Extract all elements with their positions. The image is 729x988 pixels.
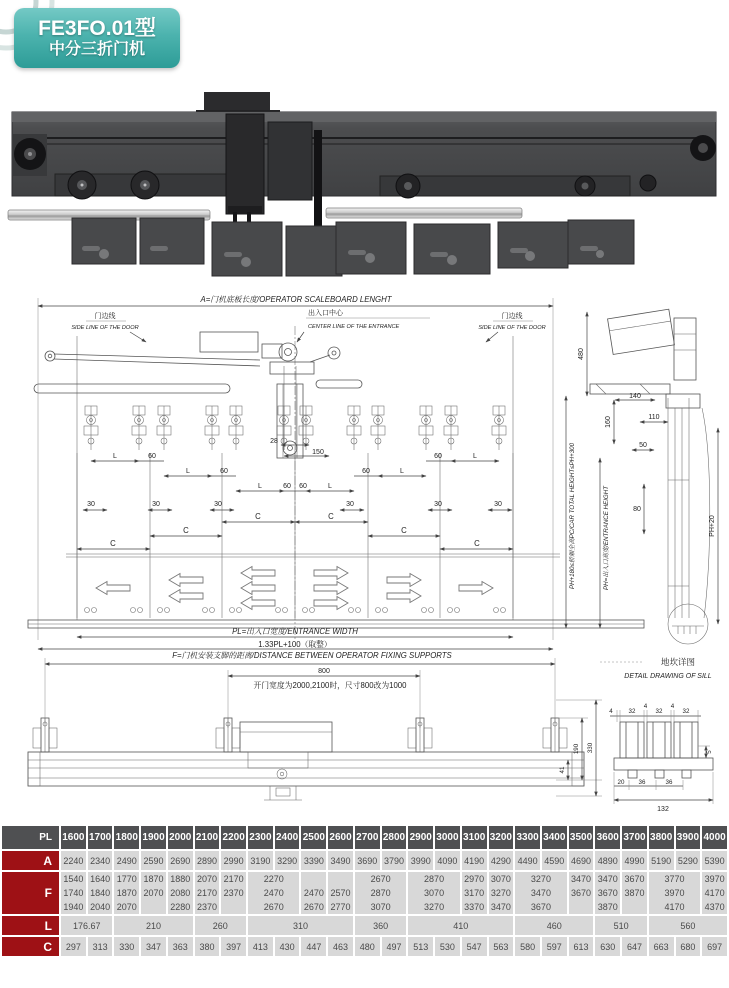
table-subvalue: 3270 xyxy=(424,902,445,912)
table-subvalue: 1540 xyxy=(63,874,84,884)
svg-text:132: 132 xyxy=(657,806,669,813)
svg-text:36: 36 xyxy=(638,779,646,786)
table-subvalue: 3970 xyxy=(704,874,725,884)
column-header: 3400 xyxy=(542,826,567,849)
table-subvalue: 4370 xyxy=(704,902,725,912)
svg-text:L: L xyxy=(258,483,262,490)
table-cell xyxy=(195,872,220,914)
svg-text:28: 28 xyxy=(270,438,278,445)
door-motion-arrows xyxy=(96,567,493,610)
table-cell: 3390 xyxy=(301,851,326,870)
table-cell: 2590 xyxy=(141,851,166,870)
svg-text:50: 50 xyxy=(639,442,647,449)
table-cell xyxy=(88,872,113,914)
table-cell: 4590 xyxy=(542,851,567,870)
table-subvalue: 1940 xyxy=(63,902,84,912)
table-subvalue: 3070 xyxy=(370,902,391,912)
table-subvalue: 3670 xyxy=(624,874,645,884)
svg-text:C: C xyxy=(255,512,261,521)
svg-text:190: 190 xyxy=(573,743,580,755)
svg-text:160: 160 xyxy=(605,416,612,428)
table-cell xyxy=(462,872,487,914)
table-cell: 4190 xyxy=(462,851,487,870)
svg-text:SIDE LINE OF THE DOOR: SIDE LINE OF THE DOOR xyxy=(478,325,546,331)
sill-callout-circle xyxy=(668,604,708,644)
table-subvalue: 3270 xyxy=(530,874,551,884)
table-subvalue: 4170 xyxy=(664,902,685,912)
svg-text:1.33PL+100（取整）: 1.33PL+100（取整） xyxy=(258,640,332,649)
model-name: 中分三折门机 xyxy=(48,40,145,58)
table-cell xyxy=(649,872,700,914)
svg-text:PL=出入口宽度/ENTRANCE WIDTH: PL=出入口宽度/ENTRANCE WIDTH xyxy=(232,627,358,636)
column-header: 3500 xyxy=(569,826,594,849)
table-cell: 4290 xyxy=(489,851,514,870)
door-side-line-right xyxy=(478,311,545,342)
table-cell xyxy=(221,872,246,914)
fixing-support-drawing xyxy=(0,648,729,820)
table-cell xyxy=(328,872,353,914)
table-cell: 560 xyxy=(649,916,727,935)
svg-text:出入口中心: 出入口中心 xyxy=(308,310,343,317)
svg-text:4: 4 xyxy=(609,708,613,715)
table-subvalue: 2280 xyxy=(170,902,191,912)
column-header: 1600 xyxy=(61,826,86,849)
table-cell: 4690 xyxy=(569,851,594,870)
svg-text:CENTER LINE OF THE ENTRANCE: CENTER LINE OF THE ENTRANCE xyxy=(308,324,400,330)
table-subvalue xyxy=(301,872,326,886)
note-800-to-1000: 开门宽度为2000,2100时，尺寸800改为1000 xyxy=(253,681,407,690)
column-header: 1900 xyxy=(141,826,166,849)
svg-text:C: C xyxy=(401,526,407,535)
table-subvalue: 3870 xyxy=(597,902,618,912)
table-cell xyxy=(141,872,166,914)
svg-text:门边线: 门边线 xyxy=(94,313,116,320)
table-cell: 647 xyxy=(622,937,647,956)
svg-text:30: 30 xyxy=(346,501,354,508)
table-cell: 210 xyxy=(114,916,192,935)
table-cell: 2490 xyxy=(114,851,139,870)
row-label-f: F xyxy=(2,872,59,914)
column-header: 3200 xyxy=(489,826,514,849)
svg-text:36: 36 xyxy=(665,779,673,786)
table-subvalue: 3670 xyxy=(571,888,592,898)
table-cell: 3690 xyxy=(355,851,380,870)
table-cell: 460 xyxy=(515,916,593,935)
row-label-c: C xyxy=(2,937,59,956)
column-header: 1800 xyxy=(114,826,139,849)
operator-mechanism xyxy=(34,332,362,458)
svg-text:30: 30 xyxy=(494,501,502,508)
table-cell: 530 xyxy=(435,937,460,956)
svg-text:L: L xyxy=(473,453,477,460)
table-cell: 313 xyxy=(88,937,113,956)
column-header: 2500 xyxy=(301,826,326,849)
svg-text:L: L xyxy=(186,468,190,475)
column-header: 3700 xyxy=(622,826,647,849)
svg-text:F=门机安装支脚的距离/DISTANCE BETWEEN: F=门机安装支脚的距离/DISTANCE BETWEEN OPERATOR FIXING SUPPORTS xyxy=(172,651,452,660)
table-cell: 547 xyxy=(462,937,487,956)
table-cell: 3190 xyxy=(248,851,273,870)
table-cell xyxy=(622,872,647,914)
table-cell: 3790 xyxy=(382,851,407,870)
table-cell: 497 xyxy=(382,937,407,956)
svg-text:L: L xyxy=(113,453,117,460)
svg-text:330: 330 xyxy=(587,742,594,754)
table-subvalue xyxy=(622,900,647,914)
row-label-l: L xyxy=(2,916,59,935)
table-subvalue xyxy=(221,900,246,914)
column-header: 2800 xyxy=(382,826,407,849)
table-cell: 4090 xyxy=(435,851,460,870)
column-header: 3000 xyxy=(435,826,460,849)
table-subvalue: 2070 xyxy=(143,888,164,898)
svg-text:20: 20 xyxy=(617,779,625,786)
svg-text:30: 30 xyxy=(434,501,442,508)
column-header: 1700 xyxy=(88,826,113,849)
table-cell: 2340 xyxy=(88,851,113,870)
column-header: 3600 xyxy=(595,826,620,849)
table-subvalue: 2670 xyxy=(303,902,324,912)
table-cell: 430 xyxy=(275,937,300,956)
table-subvalue: 2470 xyxy=(263,888,284,898)
table-subvalue: 3470 xyxy=(530,888,551,898)
column-header: 3900 xyxy=(676,826,701,849)
table-subvalue: 2270 xyxy=(263,874,284,884)
table-subvalue: 3370 xyxy=(464,902,485,912)
svg-text:110: 110 xyxy=(648,414,660,421)
table-cell xyxy=(408,872,459,914)
model-badge xyxy=(14,8,180,68)
table-cell: 613 xyxy=(569,937,594,956)
table-subvalue: 3070 xyxy=(424,888,445,898)
svg-text:41: 41 xyxy=(559,766,566,774)
table-subvalue: 2870 xyxy=(424,874,445,884)
table-cell: 2240 xyxy=(61,851,86,870)
table-cell: 3290 xyxy=(275,851,300,870)
table-cell: 297 xyxy=(61,937,86,956)
table-subvalue: 2170 xyxy=(196,888,217,898)
sill-title-cn: 地坎详图 xyxy=(660,657,696,667)
svg-text:60: 60 xyxy=(148,453,156,460)
table-cell: 3990 xyxy=(408,851,433,870)
table-subvalue: 2370 xyxy=(196,902,217,912)
table-subvalue: 2370 xyxy=(223,888,244,898)
table-cell xyxy=(301,872,326,914)
table-subvalue: 2040 xyxy=(90,902,111,912)
table-subvalue: 3470 xyxy=(490,902,511,912)
table-subvalue xyxy=(141,900,166,914)
svg-text:80: 80 xyxy=(633,506,641,513)
column-header: 2900 xyxy=(408,826,433,849)
table-cell: 630 xyxy=(595,937,620,956)
table-subvalue: 3470 xyxy=(571,874,592,884)
column-header: 4000 xyxy=(702,826,727,849)
table-subvalue: 2770 xyxy=(330,902,351,912)
column-header: 3300 xyxy=(515,826,540,849)
table-subvalue: 2870 xyxy=(370,888,391,898)
svg-text:32: 32 xyxy=(682,708,690,715)
table-cell: 347 xyxy=(141,937,166,956)
table-cell xyxy=(702,872,727,914)
row-label-a: A xyxy=(2,851,59,870)
table-subvalue: 2670 xyxy=(263,902,284,912)
svg-text:32: 32 xyxy=(655,708,663,715)
table-cell: 597 xyxy=(542,937,567,956)
svg-text:60: 60 xyxy=(299,483,307,490)
table-cell xyxy=(569,872,594,914)
svg-text:30: 30 xyxy=(87,501,95,508)
table-subvalue: 3670 xyxy=(597,888,618,898)
svg-text:5: 5 xyxy=(706,750,713,754)
label-operator-length: A=门机底板长度/OPERATOR SCALEBOARD LENGHT xyxy=(200,295,392,304)
svg-text:150: 150 xyxy=(312,449,324,456)
column-header: 2700 xyxy=(355,826,380,849)
table-subvalue: 2070 xyxy=(116,902,137,912)
table-subvalue: 3970 xyxy=(664,888,685,898)
table-cell xyxy=(515,872,566,914)
svg-text:PH+180≤轿厢全高PC/CAR TOTAL HEIG: PH+180≤轿厢全高PC/CAR TOTAL HEIGHT≤PH+300 xyxy=(569,442,576,590)
door-side-line-left xyxy=(71,311,146,342)
table-cell: 5290 xyxy=(676,851,701,870)
table-subvalue: 3270 xyxy=(490,888,511,898)
table-subvalue xyxy=(328,872,353,886)
table-cell: 4890 xyxy=(595,851,620,870)
column-header: 2400 xyxy=(275,826,300,849)
table-cell xyxy=(61,872,86,914)
header-row-label: PL xyxy=(2,826,59,849)
table-cell: 513 xyxy=(408,937,433,956)
dims-panel-overlap xyxy=(83,501,512,510)
svg-text:SIDE LINE OF THE DOOR: SIDE LINE OF THE DOOR xyxy=(71,325,139,331)
table-subvalue: 1840 xyxy=(90,888,111,898)
table-cell xyxy=(355,872,406,914)
table-cell: 663 xyxy=(649,937,674,956)
table-subvalue: 2080 xyxy=(170,888,191,898)
column-header: 2600 xyxy=(328,826,353,849)
svg-text:PH+20: PH+20 xyxy=(709,515,716,537)
svg-text:800: 800 xyxy=(318,668,330,675)
svg-text:60: 60 xyxy=(434,453,442,460)
table-cell: 2890 xyxy=(195,851,220,870)
table-subvalue: 1770 xyxy=(116,874,137,884)
column-header: 2000 xyxy=(168,826,193,849)
door-panel-lines xyxy=(66,453,560,618)
svg-text:L: L xyxy=(328,483,332,490)
table-subvalue: 1740 xyxy=(63,888,84,898)
column-header: 3100 xyxy=(462,826,487,849)
svg-text:C: C xyxy=(474,539,480,548)
table-cell: 330 xyxy=(114,937,139,956)
table-cell: 4490 xyxy=(515,851,540,870)
model-number: FE3FO.01型 xyxy=(38,16,156,40)
table-cell: 463 xyxy=(328,937,353,956)
table-cell: 5190 xyxy=(649,851,674,870)
table-cell: 380 xyxy=(195,937,220,956)
table-subvalue: 2570 xyxy=(330,888,351,898)
column-header: 2200 xyxy=(221,826,246,849)
table-cell xyxy=(168,872,193,914)
table-subvalue: 1640 xyxy=(90,874,111,884)
table-cell: 697 xyxy=(702,937,727,956)
table-subvalue: 1880 xyxy=(170,874,191,884)
table-subvalue: 3870 xyxy=(624,888,645,898)
table-subvalue: 2170 xyxy=(223,874,244,884)
table-cell xyxy=(489,872,514,914)
svg-text:C: C xyxy=(328,512,334,521)
svg-text:480: 480 xyxy=(578,348,585,360)
table-cell: 580 xyxy=(515,937,540,956)
table-cell: 3490 xyxy=(328,851,353,870)
dim-entrance-width xyxy=(38,627,553,649)
svg-text:C: C xyxy=(183,526,189,535)
table-cell: 310 xyxy=(248,916,353,935)
sill-title-en: DETAIL DRAWING OF SILL xyxy=(624,673,712,680)
table-subvalue: 3670 xyxy=(530,902,551,912)
spec-table xyxy=(0,824,729,958)
table-cell xyxy=(595,872,620,914)
table-subvalue: 2070 xyxy=(196,874,217,884)
svg-text:60: 60 xyxy=(220,468,228,475)
fixing-feet xyxy=(33,718,567,752)
dimension-drawing-side xyxy=(566,309,718,644)
svg-text:30: 30 xyxy=(214,501,222,508)
table-cell: 176.67 xyxy=(61,916,112,935)
table-cell xyxy=(114,872,139,914)
table-subvalue: 3470 xyxy=(597,874,618,884)
table-subvalue: 4170 xyxy=(704,888,725,898)
svg-text:4: 4 xyxy=(643,703,648,710)
table-subvalue: 3170 xyxy=(464,888,485,898)
table-subvalue: 3070 xyxy=(490,874,511,884)
column-header: 2100 xyxy=(195,826,220,849)
table-cell: 447 xyxy=(301,937,326,956)
table-cell: 563 xyxy=(489,937,514,956)
svg-text:门边线: 门边线 xyxy=(501,313,523,320)
table-cell: 260 xyxy=(195,916,246,935)
product-photo xyxy=(0,86,729,281)
svg-text:60: 60 xyxy=(362,468,370,475)
table-cell: 4990 xyxy=(622,851,647,870)
svg-text:140: 140 xyxy=(629,393,641,400)
table-cell: 363 xyxy=(168,937,193,956)
table-cell: 413 xyxy=(248,937,273,956)
column-header: 2300 xyxy=(248,826,273,849)
spec-table-grid xyxy=(0,824,729,958)
table-subvalue: 2470 xyxy=(303,888,324,898)
table-subvalue: 1870 xyxy=(116,888,137,898)
table-cell: 510 xyxy=(595,916,646,935)
sill-detail-drawing xyxy=(600,657,713,813)
table-cell: 680 xyxy=(676,937,701,956)
table-cell: 410 xyxy=(408,916,513,935)
svg-text:C: C xyxy=(110,539,116,548)
table-subvalue: 2670 xyxy=(370,874,391,884)
table-cell: 480 xyxy=(355,937,380,956)
svg-text:L: L xyxy=(400,468,404,475)
table-cell xyxy=(248,872,299,914)
svg-text:PH=出入口高度/ENTRANCE HEIGHT: PH=出入口高度/ENTRANCE HEIGHT xyxy=(603,486,610,590)
table-cell: 397 xyxy=(221,937,246,956)
svg-text:32: 32 xyxy=(628,708,636,715)
table-cell: 2990 xyxy=(221,851,246,870)
svg-text:4: 4 xyxy=(670,703,675,710)
operator-machine-illustration xyxy=(8,92,716,276)
svg-text:30: 30 xyxy=(152,501,160,508)
table-subvalue: 3770 xyxy=(664,874,685,884)
entrance-center-line-label xyxy=(297,308,430,342)
dim-fixing-supports xyxy=(45,651,555,728)
svg-text:60: 60 xyxy=(283,483,291,490)
column-header: 3800 xyxy=(649,826,674,849)
table-cell: 2690 xyxy=(168,851,193,870)
table-cell: 360 xyxy=(355,916,406,935)
operator-beam xyxy=(28,722,584,800)
table-subvalue: 1870 xyxy=(143,874,164,884)
table-subvalue: 2970 xyxy=(464,874,485,884)
table-cell: 5390 xyxy=(702,851,727,870)
dimension-drawing-front xyxy=(0,288,729,656)
table-subvalue xyxy=(569,900,594,914)
